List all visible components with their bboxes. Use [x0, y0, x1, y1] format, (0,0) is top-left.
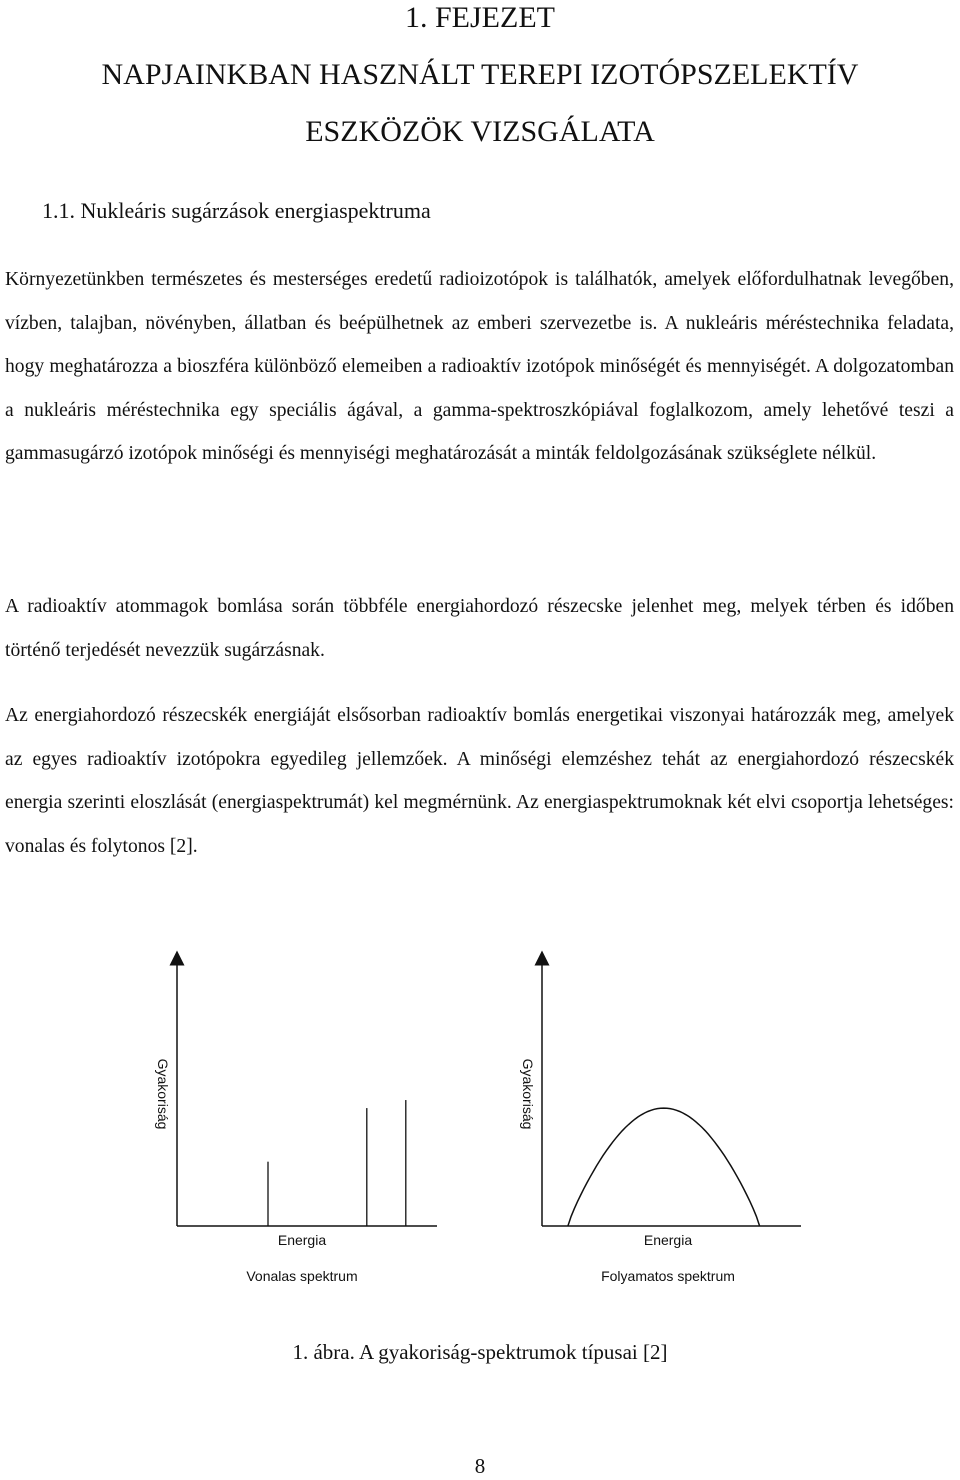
x-axis-label: Energia [277, 1232, 327, 1248]
x-axis-label: Energia [643, 1232, 693, 1248]
chapter-title-line-2: ESZKÖZÖK VIZSGÁLATA [305, 115, 655, 148]
paragraph-3: Az energiahordozó részecskék energiáját elsősorban radioaktív bomlás energetikai viszonyai határozzák meg, amelyek az egyes radioaktív izotópokra egyedileg jellemzőek. A minőségi elemzéshez tehát az energiahordozó részecskék energia szerinti eloszlását (energiaspektrumát) kel megmérnünk. Az energiaspektrumoknak két elvi csoportja lehetséges: vonalas és folytonos [2]. [5, 705, 954, 857]
paragraph-2: A radioaktív atommagok bomlása során többféle energiahordozó részecske jelenhet meg, melyek térben és időben történő terjedését nevezzük sugárzásnak. [5, 596, 954, 661]
chart-title: Vonalas spektrum [246, 1268, 358, 1284]
chart-title: Folyamatos spektrum [601, 1268, 735, 1284]
chapter-heading: 1. FEJEZET [405, 1, 555, 34]
spectrum-figure [0, 940, 960, 1300]
y-axis-label: Gyakoriság [520, 1058, 536, 1130]
spectrum-curve [568, 1108, 760, 1226]
chapter-title-line-1: NAPJAINKBAN HASZNÁLT TEREPI IZOTÓPSZELEKTÍV [101, 58, 859, 91]
section-heading: 1.1. Nukleáris sugárzások energiaspektruma [42, 198, 431, 223]
paragraph-1: Környezetünkben természetes és mesterséges eredetű radioizotópok is találhatók, amelyek előfordulhatnak levegőben, vízben, talajban, növényben, állatban és beépülhetnek az emberi szervezetbe is. A nukleáris méréstechnika feladata, hogy meghatározza a bioszféra különböző elemeiben a radioaktív izotópok minőségét és mennyiségét. A dolgozatomban a nukleáris méréstechnika egy speciális ágával, a gamma-spektroszkópiával foglalkozom, amely lehetővé teszi a gammasugárzó izotópok minőségi és mennyiségi meghatározását a minták feldolgozásának szükséglete nélkül. [5, 269, 954, 464]
y-axis-label: Gyakoriság [155, 1058, 171, 1130]
figure-caption: 1. ábra. A gyakoriság-spektrumok típusai [2] [292, 1340, 668, 1364]
continuous-spectrum-chart [520, 958, 801, 1284]
line-spectrum-chart [155, 958, 437, 1284]
page-number: 8 [474, 1454, 486, 1478]
